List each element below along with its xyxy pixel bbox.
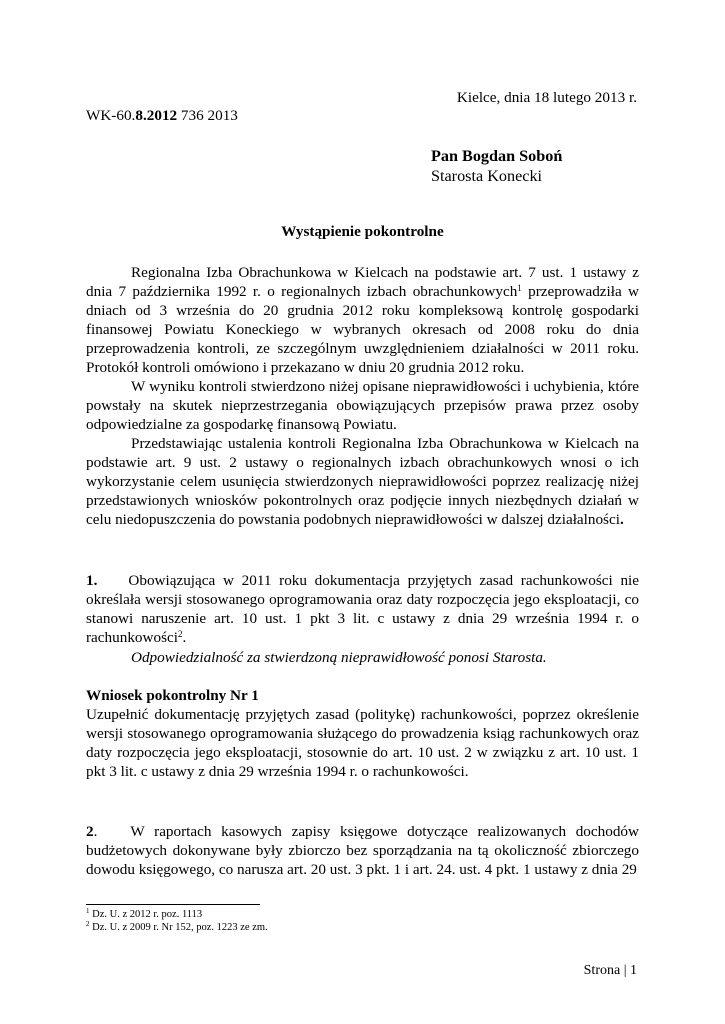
finding-2-number: 2 [86,823,94,840]
finding-1 [86,571,639,647]
finding-1-responsibility: Odpowiedzialność za stwierdzoną nieprawidłowość ponosi Starosta. [131,649,547,666]
intro-p3-end: . [619,511,624,528]
finding-1-number: 1. [86,572,98,589]
addressee-name: Pan Bogdan Soboń [431,147,563,165]
document-title: Wystąpienie pokontrolne [281,223,444,240]
document-date: Kielce, dnia 18 lutego 2013 r. [456,89,637,106]
footnote-2-mark: 2 [86,920,90,928]
intro-p3-text: Przedstawiając ustalenia kontroli Regionalna Izba Obrachunkowa w Kielcach na podstawie art. 9 ust. 2 ustawy o regionalnych izbach obrachunkowych wnosi o ich wykorzystanie celem usunięcia stwierdzonych nieprawidłowości poprzez realizację niżej przedstawionych wniosków pokontrolnych oraz podjęcie innych niezbędnych działań w celu niedopuszczenia do powstania podobnych nieprawidłowości w dalszej działalności [86,435,639,528]
finding-2 [86,822,639,879]
finding-1-text-end: . [182,629,187,646]
footnote-2-text: Dz. U. z 2009 r. Nr 152, poz. 1223 ze zm. [89,922,268,933]
footnote-2 [86,921,268,934]
intro-paragraph-2: W wyniku kontroli stwierdzono niżej opisane nieprawidłowości i uchybienia, które powstały na skutek nieprzestrzegania obowiązujących przepisów prawa przez osoby odpowiedzialne za gospodarkę finansową Powiatu. [86,378,639,433]
reference-suffix: 736 2013 [177,107,238,124]
reference-case-number: 8.2012 [135,107,178,124]
reference-prefix: WK-60. [86,107,136,124]
footnote-1 [86,908,202,921]
addressee-position: Starosta Konecki [431,166,543,185]
finding-2-number-dot: . [93,823,98,840]
footnote-ref-1: 1 [517,283,522,293]
intro-paragraph-3 [86,434,639,529]
finding-2-text: W raportach kasowych zapisy księgowe dotyczące realizowanych dochodów budżetowych dokonywane były zbiorczo bez sporządzania na tą okoliczność zbiorczego dowodu księgowego, co narusza art. 20 ust. 3 pkt. 1 i art. 24. ust. 4 pkt. 1 ustawy z dnia 29 [86,823,639,878]
recommendation-1-heading: Wniosek pokontrolny Nr 1 [86,687,259,704]
recommendation-1-text: Uzupełnić dokumentację przyjętych zasad (politykę) rachunkowości, poprzez określenie wersji stosowanego oprogramowania służącego do prowadzenia ksiąg rachunkowych oraz daty rozpoczęcia jego eksploatacji, stosownie do art. 10 ust. 2 w związku z art. 10 ust. 1 pkt 3 lit. c ustawy z dnia 29 września 1994 r. o rachunkowości. [86,706,639,780]
footnote-1-text: Dz. U. z 2012 r. poz. 1113 [89,909,203,920]
footnote-separator [86,904,260,905]
reference-number [86,106,238,125]
footnote-ref-2: 2 [177,629,183,639]
intro-p1-text-b: przeprowadziła w dniach od 3 września do 20 grudnia 2012 roku kompleksową kontrolę gospodarki finansowej Powiatu Koneckiego w wybranych okresach od 2008 roku do dnia przeprowadzenia kontroli, ze szczególnym uwzględnieniem działalności w 2011 roku. Protokół kontroli omówiono i przekazano w dniu 20 grudnia 2012 roku. [86,283,639,376]
intro-paragraph-1 [86,263,639,377]
footnote-1-mark: 1 [86,907,90,915]
addressee-block [431,147,562,186]
intro-p1-text-a: Regionalna Izba Obrachunkowa w Kielcach na podstawie art. 7 ust. 1 ustawy z dnia 7 października 1992 r. o regionalnych izbach obrachunkowych [86,264,639,300]
finding-1-text: Obowiązująca w 2011 roku dokumentacja przyjętych zasad rachunkowości nie określała wersji stosowanego oprogramowania oraz daty rozpoczęcia jego eksploatacji, co stanowi naruszenie art. 10 ust. 1 pkt 3 lit. c ustawy z dnia 29 września 1994 r. o rachunkowości [86,572,639,646]
page-number: Strona | 1 [583,963,637,978]
